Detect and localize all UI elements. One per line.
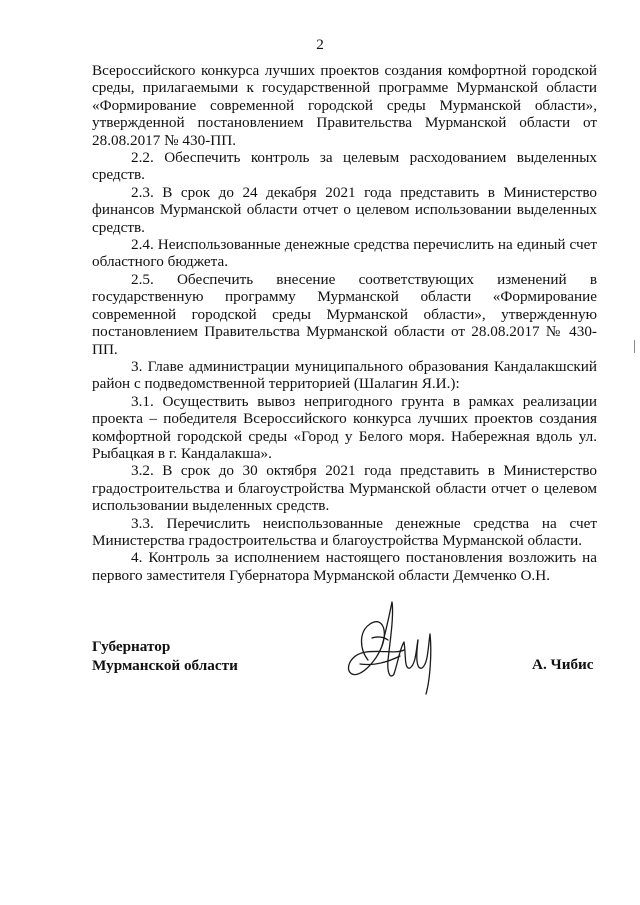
paragraph-2-3: 2.3. В срок до 24 декабря 2021 года представить в Министерство финансов Мурманской области отчет о целевом использовании выделенных средств.	[92, 183, 597, 236]
paragraph-3-2: 3.2. В срок до 30 октября 2021 года представить в Министерство градостроительства и благоустройства Мурманской области отчет о целевом использовании выделенных средств.	[92, 462, 597, 515]
paragraph-continuation: Всероссийского конкурса лучших проектов создания комфортной городской среды, прилагаемыми к государственной программе Мурманской области «Формирование современной городской среды Мурманской области», утвержденной постановлением Правительства Мурманской области от 28.08.2017 № 430-ПП.	[92, 62, 597, 149]
paragraph-4: 4. Контроль за исполнением настоящего постановления возложить на первого заместителя Губернатора Мурманской области Демченко О.Н.	[92, 549, 597, 584]
paragraph-3-1: 3.1. Осуществить вывоз непригодного грунта в рамках реализации проекта – победителя Всероссийского конкурса лучших проектов создания комфортной городской среды «Город у Белого моря. Набережная вдоль ул. Рыбацкая в г. Кандалакша».	[92, 392, 597, 462]
paragraph-2-4: 2.4. Неиспользованные денежные средства перечислить на единый счет областного бюджета.	[92, 236, 597, 271]
paragraph-2-5: 2.5. Обеспечить внесение соответствующих изменений в государственную программу Мурманской области «Формирование современной городской среды Мурманской области», утвержденную постановлением Правительства Мурманской области от 28.08.2017 № 430-ПП.	[92, 270, 597, 358]
paragraph-2-2: 2.2. Обеспечить контроль за целевым расходованием выделенных средств.	[92, 149, 597, 184]
page-number: 2	[316, 36, 324, 53]
scan-edge-mark	[634, 340, 635, 353]
signatory-name: А. Чибис	[532, 656, 594, 673]
document-body	[92, 62, 597, 584]
signatory-position-line2: Мурманской области	[92, 657, 238, 674]
signatory-position	[92, 637, 238, 675]
handwritten-signature	[330, 590, 450, 710]
signatory-position-line1: Губернатор	[92, 638, 171, 655]
paragraph-3-3: 3.3. Перечислить неиспользованные денежные средства на счет Министерства градостроительства и благоустройства Мурманской области.	[92, 514, 597, 549]
paragraph-3: 3. Главе администрации муниципального образования Кандалакшский район с подведомственной территорией (Шалагин Я.И.):	[92, 357, 597, 393]
